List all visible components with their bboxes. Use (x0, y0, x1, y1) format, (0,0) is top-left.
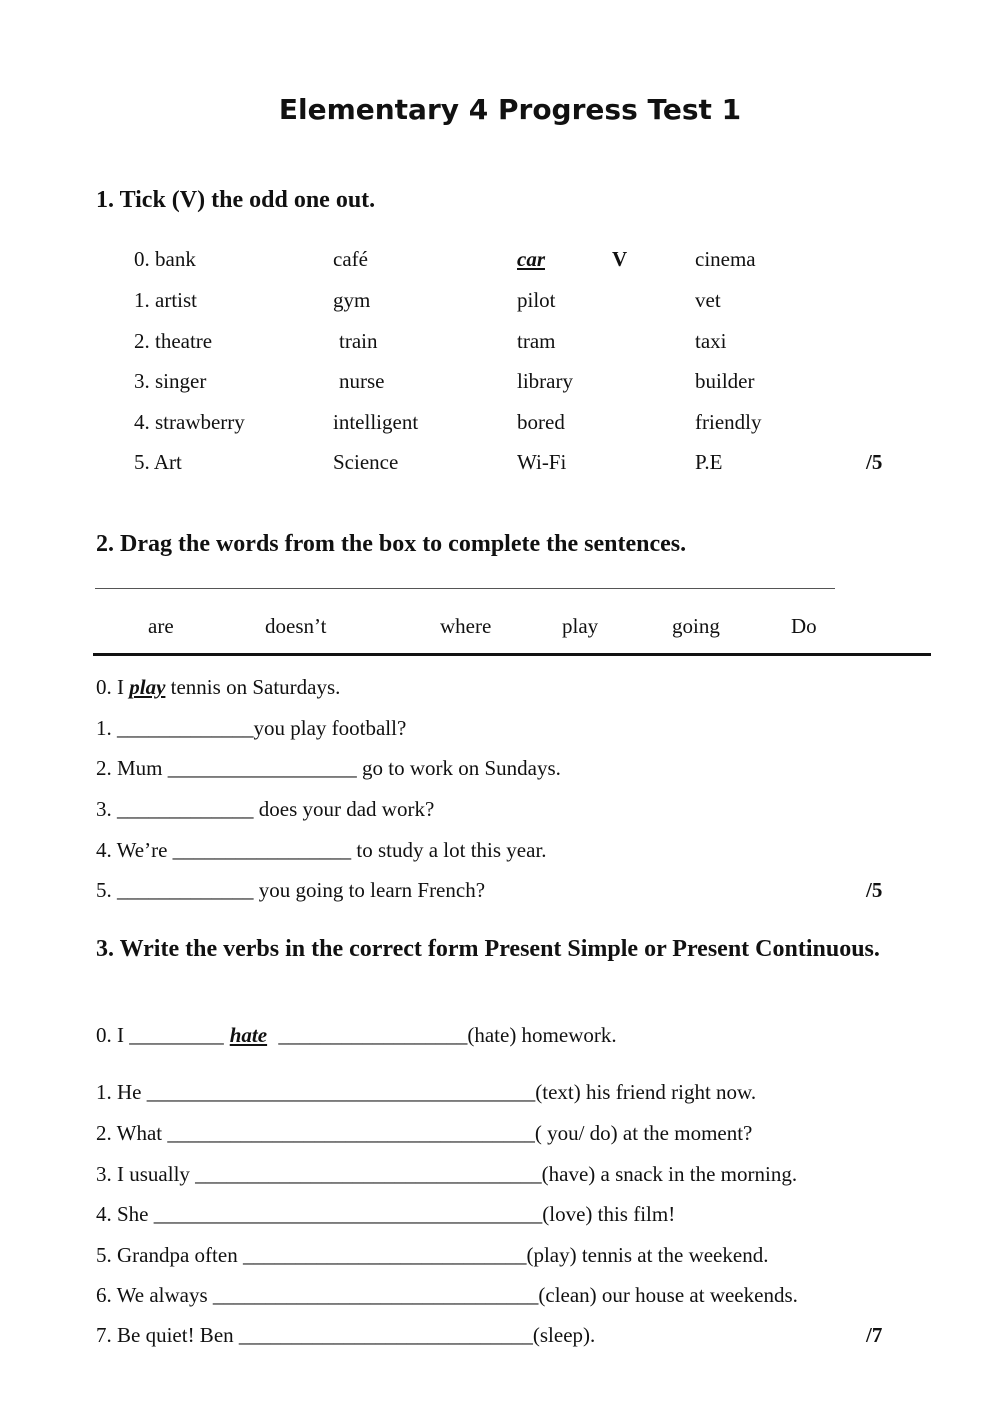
word-box-item-do[interactable]: Do (791, 614, 817, 638)
word-box-item-doesnt[interactable]: doesn’t (265, 614, 327, 638)
section-2-sentence-3[interactable]: 3. _____________ does your dad work? (96, 797, 435, 821)
example-post: __________________(hate) homework. (273, 1023, 617, 1047)
word-box-item-going[interactable]: going (672, 614, 720, 638)
section-1-score: /5 (866, 450, 883, 474)
row-2-word-3[interactable]: tram (517, 329, 556, 353)
row-5-word-1[interactable]: 5. Art (134, 450, 182, 474)
section-2-score: /5 (866, 878, 883, 902)
section-3-sentence-4[interactable]: 4. She _____________________________________(love) this film! (96, 1202, 676, 1226)
word-box-item-where[interactable]: where (440, 614, 492, 638)
row-1-word-2[interactable]: gym (333, 288, 371, 312)
row-3-word-4[interactable]: builder (695, 369, 755, 393)
section-3-sentence-6[interactable]: 6. We always _______________________________(clean) our house at weekends. (96, 1283, 798, 1307)
section-3-sentence-7[interactable]: 7. Be quiet! Ben ____________________________(sleep). (96, 1323, 596, 1347)
section-3-heading: 3. Write the verbs in the correct form Present Simple or Present Continuous. (96, 936, 880, 962)
section-3-sentence-5[interactable]: 5. Grandpa often ___________________________(play) tennis at the weekend. (96, 1243, 769, 1267)
example-pre: 0. I (96, 675, 130, 699)
row-5-word-4[interactable]: P.E (695, 450, 723, 474)
row-5-word-3[interactable]: Wi-Fi (517, 450, 567, 474)
section-3-example (96, 1025, 617, 1046)
section-3-score: /7 (866, 1323, 883, 1347)
example-post: tennis on Saturdays. (165, 675, 341, 699)
row-1-word-3[interactable]: pilot (517, 288, 556, 312)
section-2-sentence-1[interactable]: 1. _____________you play football? (96, 716, 407, 740)
word-box-item-are[interactable]: are (148, 614, 174, 638)
page-title: Elementary 4 Progress Test 1 (278, 93, 742, 126)
section-2-sentence-5[interactable]: 5. _____________ you going to learn French? (96, 878, 486, 902)
section-2-sentence-4[interactable]: 4. We’re _________________ to study a lot this year. (96, 838, 547, 862)
word-box-item-play[interactable]: play (562, 614, 599, 638)
row-2-word-2[interactable]: train (339, 329, 378, 353)
section-3-sentence-3[interactable]: 3. I usually _________________________________(have) a snack in the morning. (96, 1162, 798, 1186)
section-2-heading: 2. Drag the words from the box to complete the sentences. (96, 531, 687, 557)
section-2-example (96, 677, 340, 698)
row-1-word-4[interactable]: vet (695, 288, 721, 312)
section-3-sentence-2[interactable]: 2. What ___________________________________( you/ do) at the moment? (96, 1121, 753, 1145)
section-2-sentence-2[interactable]: 2. Mum __________________ go to work on Sundays. (96, 756, 561, 780)
row-3-word-1[interactable]: 3. singer (134, 369, 207, 393)
row-2-word-1[interactable]: 2. theatre (134, 329, 213, 353)
row-0-answer: car (517, 247, 545, 271)
word-box-top-rule (95, 588, 835, 589)
row-4-word-4[interactable]: friendly (695, 410, 762, 434)
row-3-word-2[interactable]: nurse (339, 369, 385, 393)
example-answer: play (129, 675, 166, 699)
tick-mark: V (612, 247, 628, 271)
example-pre: 0. I _________ (96, 1023, 224, 1047)
row-5-word-2[interactable]: Science (333, 450, 399, 474)
row-2-word-4[interactable]: taxi (695, 329, 727, 353)
section-1-heading: 1. Tick (V) the odd one out. (96, 187, 376, 213)
section-3-sentence-1[interactable]: 1. He _____________________________________(text) his friend right now. (96, 1080, 757, 1104)
row-1-word-1[interactable]: 1. artist (134, 288, 197, 312)
row-4-word-3[interactable]: bored (517, 410, 565, 434)
word-box-bottom-rule (93, 653, 931, 656)
row-4-word-1[interactable]: 4. strawberry (134, 410, 245, 434)
example-answer: hate (229, 1023, 268, 1047)
row-0-word-1: 0. bank (134, 247, 196, 271)
row-4-word-2[interactable]: intelligent (333, 410, 419, 434)
row-0-word-2: café (333, 247, 368, 271)
row-0-word-4: cinema (695, 247, 756, 271)
row-3-word-3[interactable]: library (517, 369, 573, 393)
